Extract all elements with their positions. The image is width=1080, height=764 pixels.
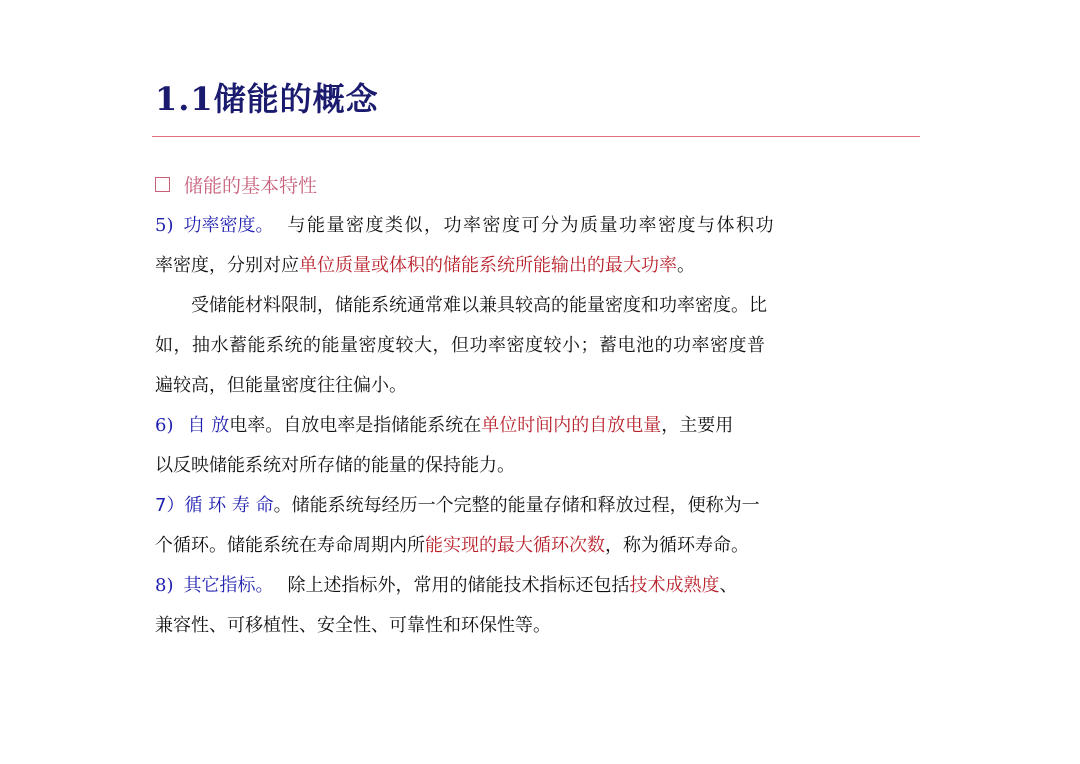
item5-highlight: 单位质量或体积的储能系统所能输出的最大功率 (299, 255, 677, 276)
item6-highlight: 单位时间内的自放电量 (481, 415, 662, 436)
item6-text-1: 电率。自放电率是指储能系统在 (229, 415, 482, 436)
item7-text-3: ，称为循环寿命。 (605, 535, 749, 556)
item5-para2-line1 (155, 286, 915, 326)
slide-title: 1.1储能的概念 (155, 80, 379, 118)
item7-line2 (155, 526, 915, 566)
item7-text-2: 个循环。储能系统在寿命周期内所 (155, 535, 425, 556)
item5-line2 (155, 246, 915, 286)
item5-para2-text-3: 遍较高，但能量密度往往偏小。 (155, 375, 407, 396)
item5-text-1: 与能量密度类似，功率密度可分为质量功率密度与体积功 (287, 215, 775, 236)
item5-term: 功率密度。 (183, 215, 274, 236)
title-divider (152, 136, 920, 137)
item5-number: 5) (155, 215, 174, 236)
item8-text-2: 、 (719, 575, 738, 596)
item8-line1 (155, 566, 915, 606)
item8-number: 8) (155, 575, 174, 596)
item6-number: 6) (155, 415, 174, 436)
item5-text-3: 。 (677, 255, 695, 276)
item7-line1 (155, 486, 915, 526)
item8-text-3: 兼容性、可移植性、安全性、可靠性和环保性等。 (155, 615, 551, 636)
item8-line2 (155, 606, 915, 646)
section-heading (155, 166, 915, 206)
item5-para2-text-2: 如，抽水蓄能系统的能量密度较大，但功率密度较小；蓄电池的功率密度普 (155, 335, 766, 356)
square-bullet-icon (155, 177, 170, 192)
item8-highlight: 技术成熟度 (629, 575, 720, 596)
item5-line1 (155, 206, 915, 246)
item6-term: 自 放 (187, 415, 230, 436)
slide-content (155, 166, 915, 646)
item7-highlight: 能实现的最大循环次数 (425, 535, 605, 556)
item8-text-1: 除上述指标外，常用的储能技术指标还包括 (287, 575, 630, 596)
item6-text-2: ，主要用 (661, 415, 734, 436)
item5-para2-line3 (155, 366, 915, 406)
item6-line2 (155, 446, 915, 486)
item7-text-1: 。储能系统每经历一个完整的能量存储和释放过程，便称为一 (273, 495, 760, 516)
item7-term: 7）循 环 寿 命 (155, 495, 274, 516)
item6-line1 (155, 406, 915, 446)
item5-para2-text-1: 受储能材料限制，储能系统通常难以兼具较高的能量密度和功率密度。比 (191, 295, 767, 316)
item6-text-3: 以反映储能系统对所存储的能量的保持能力。 (155, 455, 515, 476)
item8-term: 其它指标。 (183, 575, 274, 596)
item5-para2-line2 (155, 326, 915, 366)
item5-text-2: 率密度，分别对应 (155, 255, 299, 276)
section-heading-text: 储能的基本特性 (184, 175, 318, 197)
